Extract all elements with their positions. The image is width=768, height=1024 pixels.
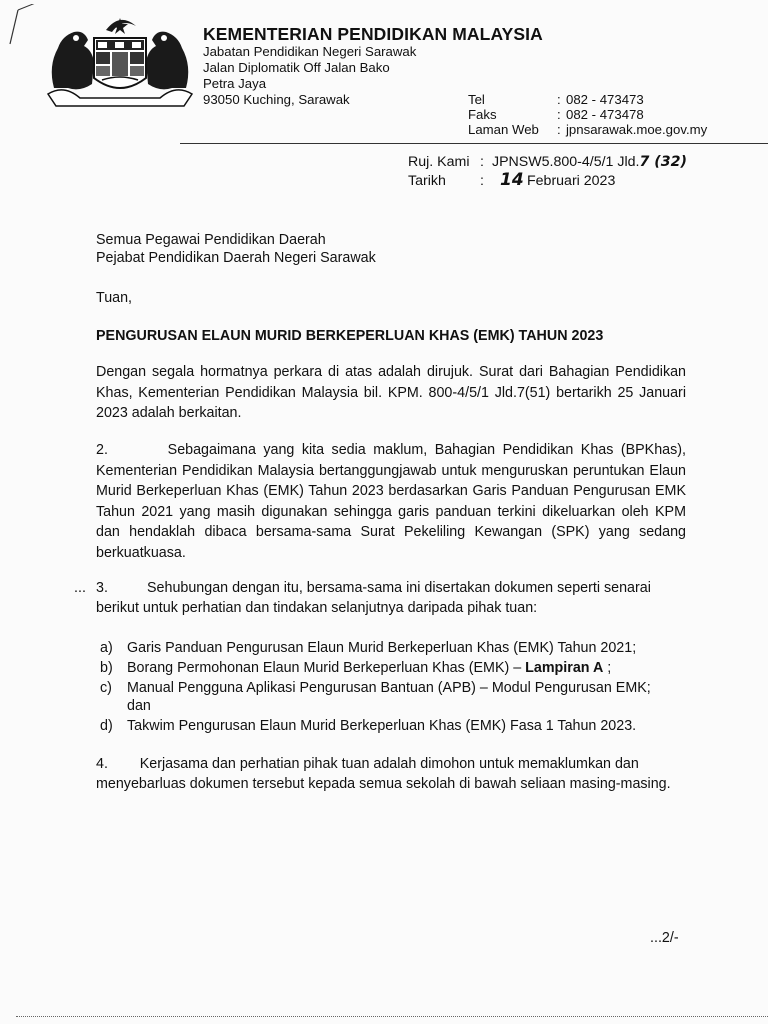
contact-label-tel: Tel xyxy=(468,92,485,107)
list-marker: b) xyxy=(100,660,113,676)
recipient-line: Pejabat Pendidikan Daerah Negeri Sarawak xyxy=(96,250,376,266)
paragraph-2: 2. Sebagaimana yang kita sedia maklum, Bahagian Pendidikan Khas (BPKhas), Kementerian Pendidikan Malaysia bertanggungjawab untuk menguruskan peruntukan Elaun Murid Berkeperluan Khas (EMK) Tahun 2023 berdasarkan Garis Panduan Pengurusan EMK Tahun 2021 yang masih digunakan sehingga garis panduan terkini dikeluarkan oleh KPM dan hendaklah dibaca bersama-sama Surat Pekeliling Kewangan (SPK) yang sedang berkuatkuasa. xyxy=(96,442,686,561)
address-line: Jalan Diplomatik Off Jalan Bako xyxy=(203,60,390,75)
date-colon: : xyxy=(480,173,484,189)
address-line: Jabatan Pendidikan Negeri Sarawak xyxy=(203,44,417,59)
ministry-name: KEMENTERIAN PENDIDIKAN MALAYSIA xyxy=(203,24,543,44)
paragraph-3-line: berikut untuk perhatian dan tindakan selanjutnya daripada pihak tuan: xyxy=(96,600,538,616)
paragraph-3-line: Sehubungan dengan itu, bersama-sama ini disertakan dokumen seperti senarai xyxy=(147,580,651,596)
paragraph-4-line: 4. Kerjasama dan perhatian pihak tuan adalah dimohon untuk memaklumkan dan xyxy=(96,756,639,772)
list-marker: d) xyxy=(100,718,113,734)
contact-colon: : xyxy=(557,107,561,122)
ref-label: Ruj. Kami xyxy=(408,154,470,170)
paragraph-3-prefix: ... xyxy=(74,580,86,596)
list-marker: c) xyxy=(100,680,112,696)
subject-heading: PENGURUSAN ELAUN MURID BERKEPERLUAN KHAS (EMK) TAHUN 2023 xyxy=(96,328,604,344)
recipient-line: Semua Pegawai Pendidikan Daerah xyxy=(96,232,326,248)
contact-colon: : xyxy=(557,122,561,137)
paragraph-4-line: menyebarluas dokumen tersebut kepada semua sekolah di bawah seliaan masing-masing. xyxy=(96,776,671,792)
address-line: 93050 Kuching, Sarawak xyxy=(203,92,350,107)
list-item: Manual Pengguna Aplikasi Pengurusan Bantuan (APB) – Modul Pengurusan EMK; xyxy=(127,680,651,696)
contact-value-web: jpnsarawak.moe.gov.my xyxy=(566,122,708,137)
ref-colon: : xyxy=(480,154,484,170)
salutation: Tuan, xyxy=(96,290,133,306)
contact-colon: : xyxy=(557,92,561,107)
address-line: Petra Jaya xyxy=(203,76,267,91)
paragraph-3-number: 3. xyxy=(96,580,108,596)
contact-value-tel: 082 - 473473 xyxy=(566,92,644,107)
malaysia-coat-of-arms-icon xyxy=(44,14,196,110)
header-divider xyxy=(180,143,768,144)
list-marker: a) xyxy=(100,640,113,656)
date-month-year: Februari 2023 xyxy=(527,173,616,189)
contact-value-fax: 082 - 473478 xyxy=(566,107,644,122)
list-item: Borang Permohonan Elaun Murid Berkeperluan Khas (EMK) – Lampiran A ; xyxy=(127,660,612,676)
date-label: Tarikh xyxy=(408,173,446,189)
footer-divider xyxy=(16,1016,768,1017)
list-item: Takwim Pengurusan Elaun Murid Berkeperluan Khas (EMK) Fasa 1 Tahun 2023. xyxy=(127,718,637,734)
contact-label-web: Laman Web xyxy=(468,122,539,137)
page-continuation: ...2/- xyxy=(650,930,679,946)
list-item: Garis Panduan Pengurusan Elaun Murid Berkeperluan Khas (EMK) Tahun 2021; xyxy=(127,640,637,656)
pen-mark xyxy=(4,4,44,48)
ref-number xyxy=(492,154,687,170)
attachment-label: Lampiran A xyxy=(525,660,604,676)
ref-number-handwritten: 7 (32) xyxy=(639,154,687,170)
date-day-handwritten: 14 xyxy=(500,170,524,190)
paragraph-1: Dengan segala hormatnya perkara di atas adalah dirujuk. Surat dari Bahagian Pendidikan Khas, Kementerian Pendidikan Malaysia bil. KPM. 800-4/5/1 Jld.7(51) bertarikh 25 Januari 2023 adalah berkaitan. xyxy=(96,364,686,421)
contact-label-fax: Faks xyxy=(468,107,497,122)
list-item-continuation: dan xyxy=(127,698,151,714)
ref-number-typed: JPNSW5.800-4/5/1 Jld. xyxy=(492,154,640,170)
